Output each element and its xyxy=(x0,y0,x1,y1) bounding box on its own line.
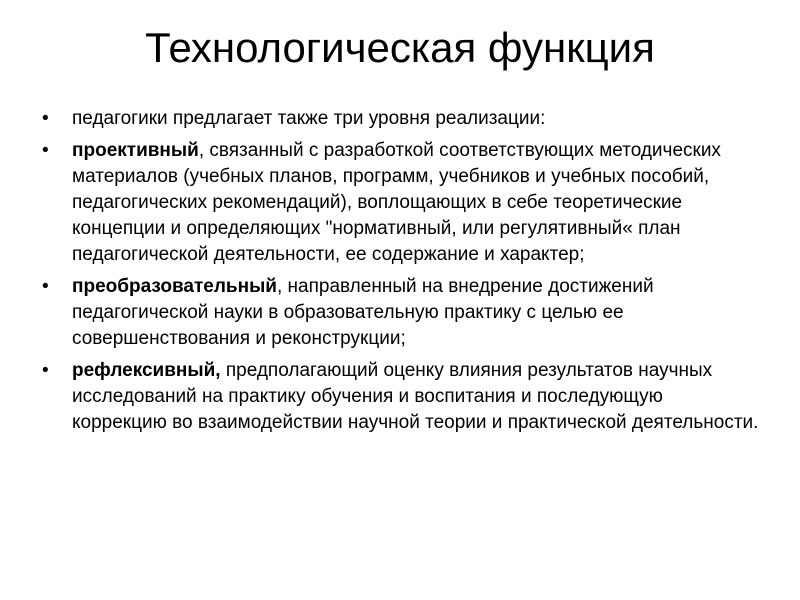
bullet-marker: • xyxy=(42,108,49,129)
bullet-marker: • xyxy=(42,276,49,297)
bullet-item-intro xyxy=(42,106,762,132)
bullet-term: рефлексивный, xyxy=(72,360,221,381)
bullet-marker: • xyxy=(42,140,49,161)
bullet-item-projective xyxy=(42,138,762,268)
slide-title: Технологическая функция xyxy=(145,24,655,71)
bullet-text: , направленный на внедрение достижений педагогической науки в образовательную практику с целью ее совершенствования и реконструкции; xyxy=(72,276,654,349)
bullet-text: , связанный с разработкой соответствующих методических материалов (учебных планов, программ, учебников и учебных пособий, педагогических рекомендаций), воплощающих в себе теоретические концепции и определяющих "нормативный, или регулятивный« план педагогической деятельности, ее содержание и характер; xyxy=(72,140,721,265)
bullet-text: педагогики предлагает также три уровня реализации: xyxy=(72,108,546,129)
bullet-item-transformative xyxy=(42,274,762,352)
bullet-term: проективный xyxy=(72,140,199,161)
bullet-term: преобразовательный xyxy=(72,276,277,297)
bullet-list xyxy=(42,106,762,442)
bullet-marker: • xyxy=(42,360,49,381)
bullet-item-reflexive xyxy=(42,358,762,436)
bullet-text: предполагающий оценку влияния результатов научных исследований на практику обучения и воспитания и последующую коррекцию во взаимодействии научной теории и практической деятельности. xyxy=(72,360,759,433)
